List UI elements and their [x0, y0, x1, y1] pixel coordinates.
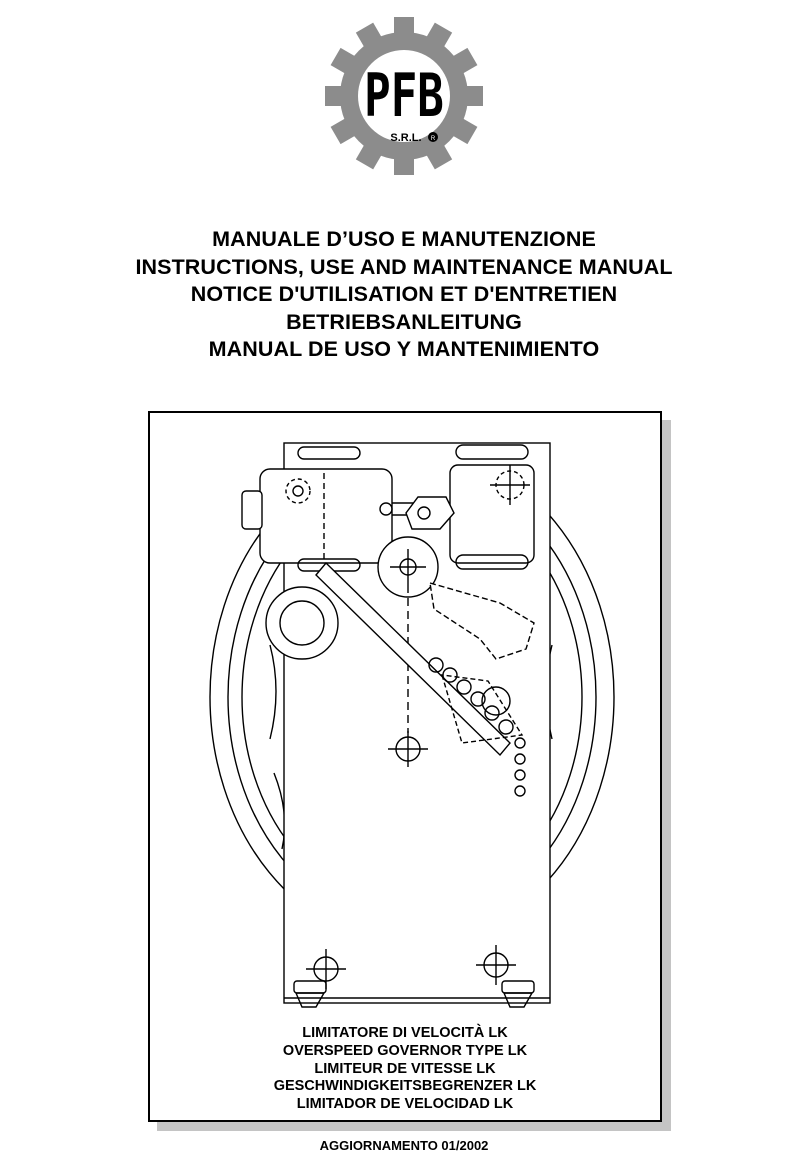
- governor-technical-drawing: [150, 413, 660, 1023]
- product-frame: [148, 411, 662, 1122]
- subtitle-spanish: LIMITADOR DE VELOCIDAD LK: [296, 1096, 514, 1113]
- logo-brand: PFB: [364, 61, 444, 131]
- subtitle-german: GESCHWINDIGKEITSBEGRENZER LK: [273, 1078, 537, 1095]
- subtitle-italian: LIMITATORE DI VELOCITÀ LK: [302, 1025, 508, 1041]
- pfb-logo: [322, 16, 486, 176]
- svg-text:R: R: [430, 136, 436, 142]
- logo-suffix: S.R.L.: [390, 132, 422, 144]
- title-italian: MANUALE D’USO E MANUTENZIONE: [212, 227, 596, 251]
- subtitle-french: LIMITEUR DE VITESSE LK: [314, 1060, 496, 1077]
- revision-note: AGGIORNAMENTO 01/2002: [319, 1138, 489, 1153]
- manual-titles: [0, 226, 808, 364]
- title-spanish: MANUAL DE USO Y MANTENIMIENTO: [208, 337, 600, 361]
- product-subtitles: [150, 1025, 660, 1114]
- subtitle-english: OVERSPEED GOVERNOR TYPE LK: [282, 1042, 528, 1059]
- title-english: INSTRUCTIONS, USE AND MAINTENANCE MANUAL: [135, 254, 673, 279]
- title-german: BETRIEBSANLEITUNG: [286, 309, 522, 334]
- title-french: NOTICE D'UTILISATION ET D'ENTRETIEN: [190, 282, 618, 306]
